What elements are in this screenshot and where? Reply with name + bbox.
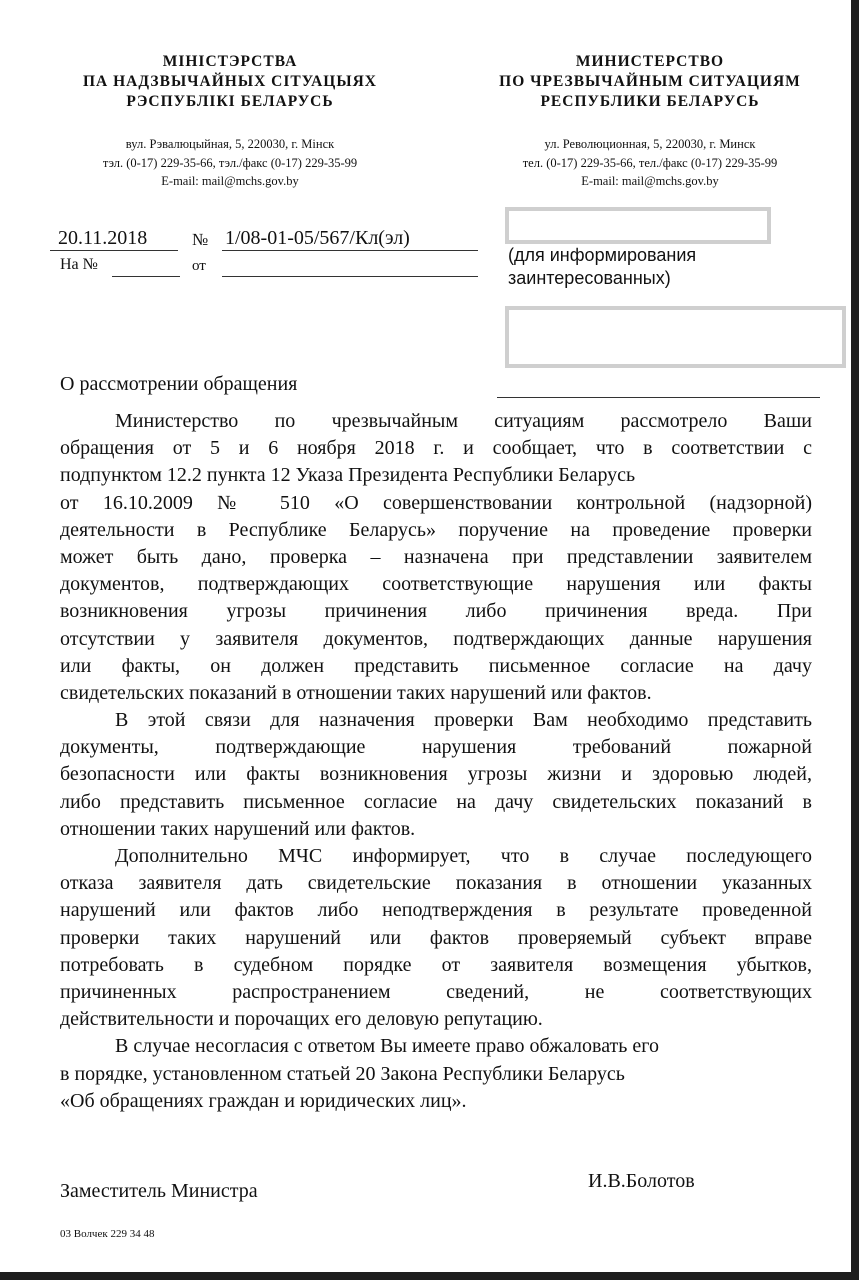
paragraph-line: деятельности в Республике Беларусь» поручение на проведение проверки — [60, 518, 812, 541]
title-line: ПА НАДЗВЫЧАЙНЫХ СІТУАЦЫЯХ — [83, 73, 377, 90]
paragraph — [60, 1033, 812, 1115]
paragraph-line: свидетельских показаний в отношении таких нарушений или фактов. — [60, 681, 652, 704]
ministry-title-by — [40, 52, 420, 112]
paragraph-line: «Об обращениях граждан и юридических лиц». — [60, 1089, 467, 1112]
redacted-box — [505, 306, 846, 368]
paragraph-line: проверки таких нарушений или фактов проверяемый субъект вправе — [60, 926, 812, 949]
signatory-name: И.В.Болотов — [588, 1170, 695, 1192]
from-label: от — [192, 258, 206, 274]
address-line: тел. (0-17) 229-35-66, тел./факс (0-17) 229-35-99 — [522, 155, 778, 170]
address-line: вул. Рэвалюцыйная, 5, 220030, г. Мінск — [125, 137, 335, 151]
number-field: 1/08-01-05/567/Кл(эл) — [222, 226, 478, 251]
paragraph-line: потребовать в судебном порядке от заявителя возмещения убытков, — [60, 953, 812, 976]
paragraph-line: безопасности или факты возникновения угрозы жизни и здоровью людей, — [60, 763, 812, 786]
title-line: МІНІСТЭРСТВА — [162, 53, 298, 70]
address-line: тэл. (0-17) 229-35-66, тэл./факс (0-17) 229-35-99 — [102, 155, 358, 170]
ref-number-field — [112, 252, 180, 277]
signatory-position: Заместитель Министра — [60, 1180, 258, 1202]
paragraph-line: в порядке, установленном статьей 20 Закона Республики Беларусь — [60, 1062, 625, 1085]
header-russian — [460, 52, 840, 191]
paragraph — [60, 408, 812, 707]
address-by — [40, 135, 420, 191]
addressee-line: (для информирования — [508, 245, 697, 265]
paragraph-line: отказа заявителя дать свидетельские показания в отношении указанных — [60, 872, 812, 895]
paragraph-line: возникновения угрозы причинения либо причинения вреда. При — [60, 600, 812, 623]
paragraph-line: обращения от 5 и 6 ноября 2018 г. и сообщает, что в соответствии с — [60, 437, 812, 460]
paragraph — [60, 843, 812, 1033]
email-line: E-mail: mail@mchs.gov.by — [161, 174, 299, 188]
letter-body — [60, 408, 812, 1115]
paragraph-line: В этой связи для назначения проверки Вам необходимо представить — [115, 709, 812, 732]
paragraph-line: Министерство по чрезвычайным ситуациям рассмотрело Ваши — [115, 410, 812, 432]
paragraph-line: В случае несогласия с ответом Вы имеете право обжаловать его — [115, 1035, 660, 1058]
paragraph-line: причиненных распространением сведений, не соответствующих — [60, 980, 812, 1003]
number-label: № — [192, 230, 209, 249]
paragraph-line: действительности и порочащих его деловую репутацию. — [60, 1008, 543, 1031]
header-belarusian — [40, 52, 420, 191]
paragraph-line: отношении таких нарушений или фактов. — [60, 817, 416, 840]
paragraph-line: от 16.10.2009 № 510 «О совершенствовании контрольной (надзорной) — [60, 491, 812, 514]
ref-date-field — [222, 252, 478, 277]
paragraph-line: либо представить письменное согласие на дачу свидетельских показаний в — [60, 790, 812, 813]
address-ru — [460, 135, 840, 191]
paragraph-line: Дополнительно МЧС информирует, что в случае последующего — [115, 845, 812, 867]
paragraph-line: отсутствии у заявителя документов, подтверждающих данные нарушения — [60, 627, 812, 650]
email-line: E-mail: mail@mchs.gov.by — [581, 174, 719, 188]
paragraph-line: документов, подтверждающих соответствующие нарушения или факты — [60, 573, 812, 596]
addressee-line: заинтересованных) — [508, 268, 671, 288]
title-line: ПО ЧРЕЗВЫЧАЙНЫМ СИТУАЦИЯМ — [499, 73, 801, 90]
ministry-title-ru — [460, 52, 840, 112]
subject-line: О рассмотрении обращения — [60, 373, 298, 395]
paragraph — [60, 707, 812, 843]
title-line: МИНИСТЕРСТВО — [575, 53, 725, 70]
executor-note: 03 Волчек 229 34 48 — [60, 1228, 155, 1240]
paragraph-line: или факты, он должен представить письменное согласие на дачу — [60, 654, 812, 677]
paragraph-line: может быть дано, проверка – назначена при представлении заявителем — [60, 545, 812, 568]
ref-label: На № — [60, 256, 98, 273]
paragraph-line: документы, подтверждающие нарушения требований пожарной — [60, 736, 812, 759]
address-line: ул. Революционная, 5, 220030, г. Минск — [544, 137, 756, 151]
title-line: РЭСПУБЛІКІ БЕЛАРУСЬ — [126, 93, 334, 110]
paragraph-line: подпунктом 12.2 пункта 12 Указа Президента Республики Беларусь — [60, 464, 636, 487]
addressee — [508, 244, 696, 290]
title-line: РЕСПУБЛИКИ БЕЛАРУСЬ — [540, 93, 760, 110]
redacted-box — [505, 207, 771, 244]
date-field: 20.11.2018 — [50, 226, 178, 251]
paragraph-line: нарушений или фактов либо неподтверждения в результате проведенной — [60, 899, 812, 922]
addressee-underline — [497, 397, 820, 398]
